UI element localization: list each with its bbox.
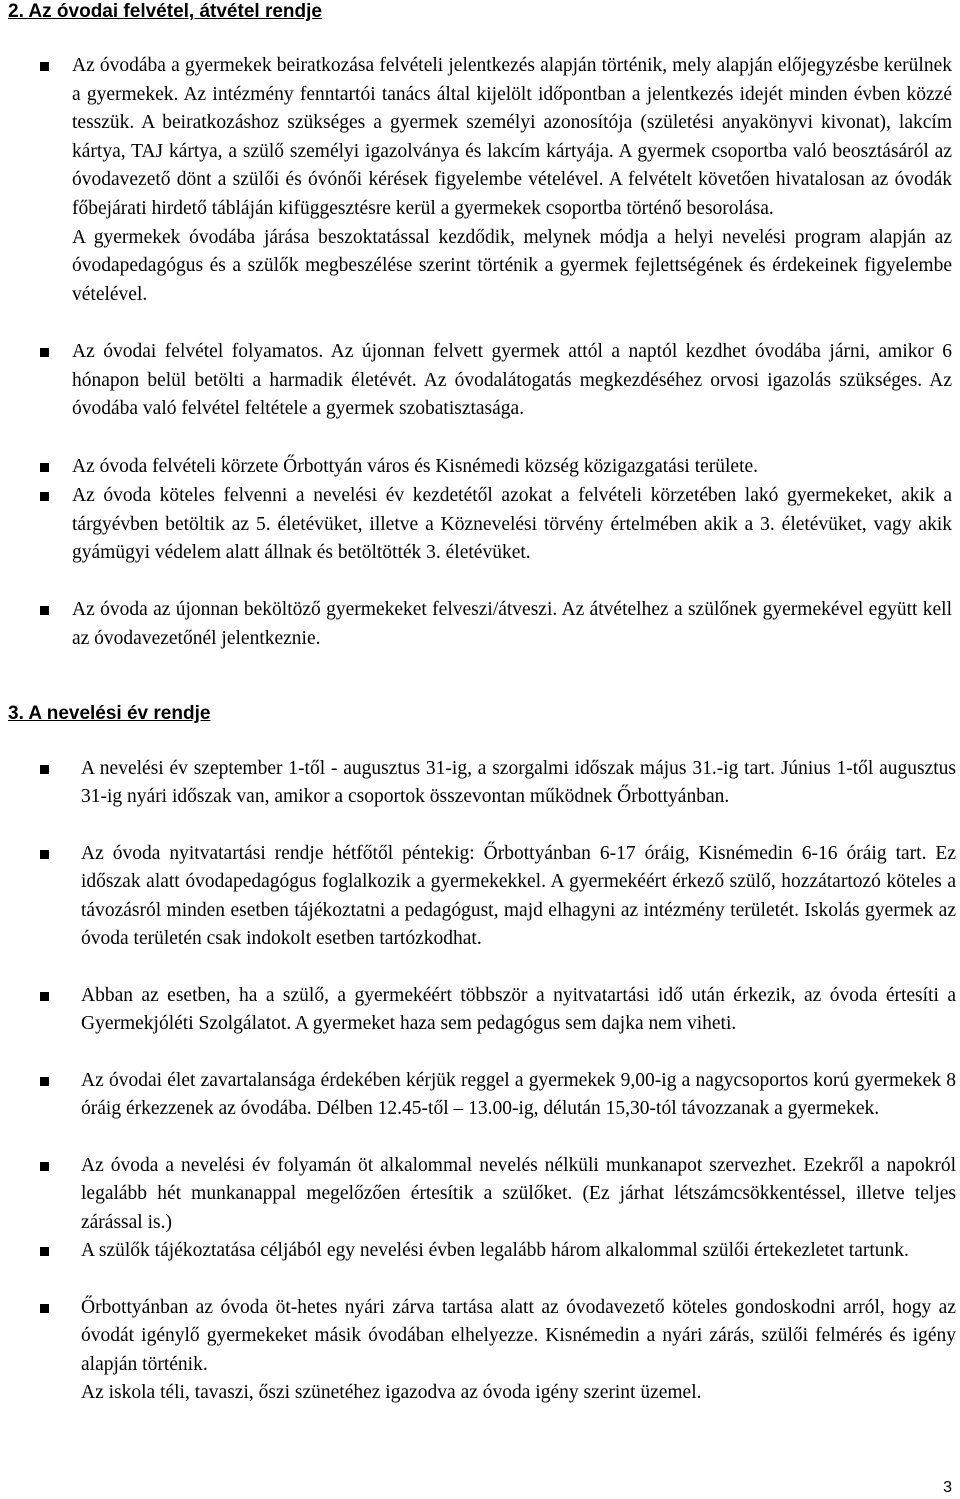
square-bullet-icon: [40, 1304, 49, 1313]
section-2-heading: 2. Az óvodai felvétel, átvétel rendje: [8, 1, 322, 22]
list-item: [72, 338, 952, 453]
square-bullet-icon: [40, 1077, 49, 1086]
list-item: [81, 1237, 956, 1294]
list-item: [81, 840, 956, 982]
square-bullet-icon: [40, 1162, 49, 1171]
list-item: [72, 482, 952, 596]
list-item: [72, 596, 952, 654]
paragraph: Az óvoda felvételi körzete Őrbottyán város és Kisnémedi község közigazgatási területe.: [72, 456, 759, 477]
list-item: [81, 982, 956, 1067]
paragraph: Az óvoda az újonnan beköltöző gyermekeket felveszi/átveszi. Az átvételhez a szülőnek gyermekével együtt kell az óvodavezetőnél jelentkeznie.: [72, 599, 952, 649]
paragraph: Abban az esetben, ha a szülő, a gyermekéért többször a nyitvatartási idő után érkezik, az óvoda értesíti a Gyermekjóléti Szolgálatot. A gyermeket haza sem pedagógus sem dajka nem viheti.: [81, 985, 956, 1035]
list-item: [72, 453, 952, 482]
paragraph: Az óvoda a nevelési év folyamán öt alkalommal nevelés nélküli munkanapot szervezhet. Ezekről a napokról legalább hét munkanappal megelőzően értesítik a szülőket. (Ez járhat létszámcsökkentéssel, illetve teljes zárással is.): [81, 1155, 956, 1233]
page-number: 3: [943, 1479, 952, 1496]
paragraph: Az óvodai felvétel folyamatos. Az újonnan felvett gyermek attól a naptól kezdhet óvodába járni, amikor 6 hónapon belül betölti a harmadik életévét. Az óvodalátogatás megkezdéséhez orvosi igazolás szükséges. Az óvodába való felvétel feltétele a gyermek szobatisztasága.: [72, 341, 952, 420]
paragraph: A szülők tájékoztatása céljából egy nevelési évben legalább három alkalommal szülői értekezletet tartunk.: [81, 1240, 909, 1261]
square-bullet-icon: [40, 765, 49, 774]
square-bullet-icon: [40, 1247, 49, 1256]
section-3-heading: 3. A nevelési év rendje: [8, 703, 211, 724]
paragraph: Őrbottyánban az óvoda öt-hetes nyári zárva tartása alatt az óvodavezető köteles gondoskodni arról, hogy az óvodát igénylő gyermekeket másik óvodában elhelyezze. Kisnémedin a nyári zárás, szülői felmérés és igény alapján történik.: [81, 1297, 956, 1375]
section-3-list: [81, 755, 956, 1407]
list-item: [81, 1067, 956, 1152]
square-bullet-icon: [40, 606, 49, 615]
paragraph: Az óvodai élet zavartalansága érdekében kérjük reggel a gyermekek 9,00-ig a nagycsoportos korú gyermekek 8 óráig érkezzenek az óvodába. Délben 12.45-től – 13.00-ig, délután 15,30-tól távozzanak a gyermekek.: [81, 1070, 956, 1120]
paragraph-continuation: A gyermekek óvodába járása beszoktatással kezdődik, melynek módja a helyi nevelési program alapján az óvodapedagógus és a szülők megbeszélése szerint történik a gyermek fejlettségének és érdekeinek figyelembe vételével.: [72, 226, 952, 305]
square-bullet-icon: [40, 492, 49, 501]
square-bullet-icon: [40, 463, 49, 472]
paragraph: A nevelési év szeptember 1-től - augusztus 31-ig, a szorgalmi időszak május 31.-ig tart. Június 1-től augusztus 31-ig nyári időszak van, amikor a csoportok összevontan működnek Őrbottyánban.: [81, 758, 956, 808]
list-item: [81, 1152, 956, 1237]
paragraph: Az óvoda köteles felvenni a nevelési év kezdetétől azokat a felvételi körzetében lakó gyermekeket, akik a tárgyévben betöltik az 5. életévüket, illetve a Köznevelési törvény értelmében akik a 3. életévüket, vagy akik gyámügyi védelem alatt állnak és betöltötték 3. életévüket.: [72, 485, 952, 564]
square-bullet-icon: [40, 992, 49, 1001]
section-2-list: [72, 52, 952, 654]
square-bullet-icon: [40, 348, 49, 357]
paragraph: Az óvodába a gyermekek beiratkozása felvételi jelentkezés alapján történik, mely alapján előjegyzésbe kerülnek a gyermekek. Az intézmény fenntartói tanács által kijelölt időpontban a jelentkezés idejét minden évben közzé tesszük. A beiratkozáshoz szükséges a gyermek személyi azonosítója (születési anyakönyvi kivonat), lakcím kártya, TAJ kártya, a szülő személyi igazolványa és lakcím kártyája. A gyermek csoportba való beosztásáról az óvodavezető dönt a szülői és óvónői kérések figyelembe vételével. A felvételt követően hivatalosan az óvodák főbejárati hirdető tábláján kifüggesztésre kerül a gyermekek csoportba történő besorolása.: [72, 55, 952, 219]
square-bullet-icon: [40, 62, 49, 71]
square-bullet-icon: [40, 850, 49, 859]
list-item: [81, 1294, 956, 1407]
paragraph: Az óvoda nyitvatartási rendje hétfőtől péntekig: Őrbottyánban 6-17 óráig, Kisnémedin 6-16 óráig tart. Ez időszak alatt óvodapedagógus foglalkozik a gyermekekkel. A gyermekéért érkező szülő, hozzátartozó köteles a távozásról minden esetben tájékoztatni a pedagógust, majd elhagyni az intézmény területét. Iskolás gyermek az óvoda területén csak indokolt esetben tartózkodhat.: [81, 843, 956, 949]
list-item: [72, 52, 952, 338]
paragraph-continuation: Az iskola téli, tavaszi, őszi szünetéhez igazodva az óvoda igény szerint üzemel.: [81, 1381, 702, 1403]
list-item: [81, 755, 956, 840]
